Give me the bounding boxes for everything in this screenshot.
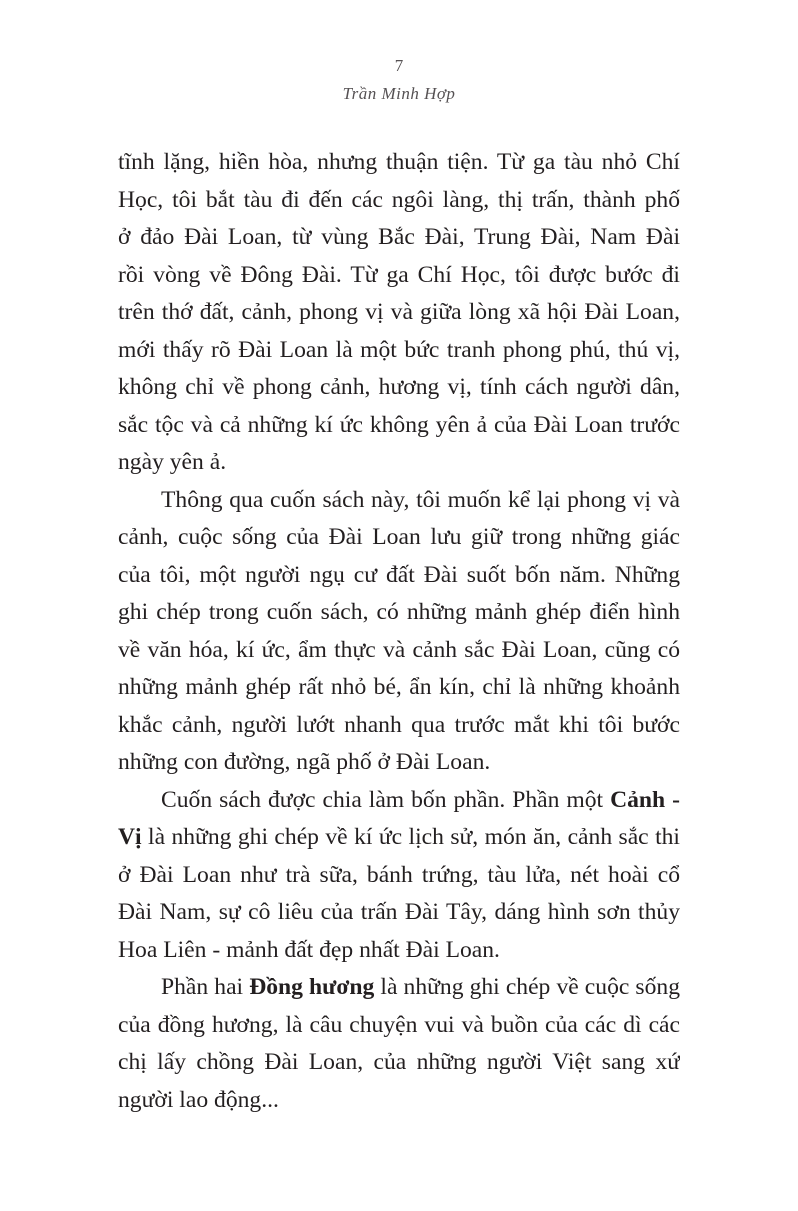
text-line xyxy=(118,182,680,220)
text-line xyxy=(118,444,680,482)
text-run: là những ghi chép về kí ức lịch sử, món ăn, cảnh sắc thi xyxy=(148,824,680,850)
text-line xyxy=(118,894,680,932)
page-number: 7 xyxy=(394,56,404,75)
paragraph xyxy=(118,782,680,970)
text-run: những mảnh ghép rất nhỏ bé, ẩn kín, chỉ là những khoảnh xyxy=(118,674,680,700)
text-run: ghi chép trong cuốn sách, có những mảnh ghép điển hình xyxy=(118,599,680,625)
text-line xyxy=(118,257,680,295)
text-line xyxy=(118,332,680,370)
text-line xyxy=(118,744,680,782)
text-run: của tôi, một người ngụ cư đất Đài suốt bốn năm. Những xyxy=(118,561,680,588)
text-run: tĩnh lặng, hiền hòa, nhưng thuận tiện. Từ ga tàu nhỏ Chí xyxy=(118,149,680,175)
text-run: Thông qua cuốn sách này, tôi muốn kể lại phong vị và xyxy=(161,486,680,513)
text-line xyxy=(118,219,680,257)
text-line xyxy=(118,969,680,1007)
text-line xyxy=(118,369,680,407)
text-run: của đồng hương, là câu chuyện vui và buồn của các dì các xyxy=(118,1011,680,1038)
text-run: ngày yên ả. xyxy=(118,449,227,475)
text-line xyxy=(118,144,680,182)
text-run: là những ghi chép về cuộc sống xyxy=(374,974,680,1000)
text-line xyxy=(118,557,680,595)
running-head-author: Trần Minh Hợp xyxy=(342,84,456,103)
text-run: cảnh, cuộc sống của Đài Loan lưu giữ trong những giác xyxy=(118,524,680,550)
text-run: Học, tôi bắt tàu đi đến các ngôi làng, thị trấn, thành phố xyxy=(118,186,680,213)
paragraph xyxy=(118,144,680,482)
text-run: Đài Nam, sự cô liêu của trấn Đài Tây, dáng hình sơn thủy xyxy=(118,899,680,925)
text-run: khắc cảnh, người lướt nhanh qua trước mắt khi tôi bước xyxy=(118,711,680,738)
text-run: ở đảo Đài Loan, từ vùng Bắc Đài, Trung Đài, Nam Đài xyxy=(118,224,680,250)
paragraph xyxy=(118,969,680,1119)
text-line xyxy=(118,407,680,445)
text-line xyxy=(118,932,680,970)
text-run: Phần hai xyxy=(161,974,250,1000)
bold-text: Đồng hương xyxy=(249,974,375,1000)
text-run: không chỉ về phong cảnh, hương vị, tính cách người dân, xyxy=(118,374,680,400)
bold-text: Cảnh - xyxy=(610,786,680,813)
text-run: Hoa Liên - mảnh đất đẹp nhất Đài Loan. xyxy=(118,936,500,963)
text-run: mới thấy rõ Đài Loan là một bức tranh phong phú, thú vị, xyxy=(118,336,680,363)
text-line xyxy=(118,857,680,895)
text-run: những con đường, ngã phố ở Đài Loan. xyxy=(118,749,491,775)
text-line xyxy=(118,632,680,670)
text-run: chị lấy chồng Đài Loan, của những người Việt sang xứ xyxy=(118,1049,680,1075)
text-run: rồi vòng về Đông Đài. Từ ga Chí Học, tôi được bước đi xyxy=(118,261,680,288)
text-run: sắc tộc và cả những kí ức không yên ả của Đài Loan trước xyxy=(118,411,680,438)
text-line xyxy=(118,294,680,332)
text-line xyxy=(118,519,680,557)
text-line xyxy=(118,707,680,745)
text-line xyxy=(118,482,680,520)
text-run: về văn hóa, kí ức, ẩm thực và cảnh sắc Đài Loan, cũng có xyxy=(118,636,680,663)
text-line xyxy=(118,1044,680,1082)
text-run: ở Đài Loan như trà sữa, bánh trứng, tàu lửa, nét hoài cổ xyxy=(118,861,680,888)
text-line xyxy=(118,669,680,707)
text-line xyxy=(118,1082,680,1120)
text-line xyxy=(118,782,680,820)
text-line xyxy=(118,594,680,632)
paragraph xyxy=(118,482,680,782)
text-run: trên thớ đất, cảnh, phong vị và giữa lòng xã hội Đài Loan, xyxy=(118,299,680,325)
text-run: người lao động... xyxy=(118,1086,279,1113)
text-run: Cuốn sách được chia làm bốn phần. Phần một xyxy=(161,786,611,813)
text-line xyxy=(118,1007,680,1045)
bold-text: Vị xyxy=(118,824,142,850)
body-text xyxy=(118,144,680,1119)
text-line xyxy=(118,819,680,857)
